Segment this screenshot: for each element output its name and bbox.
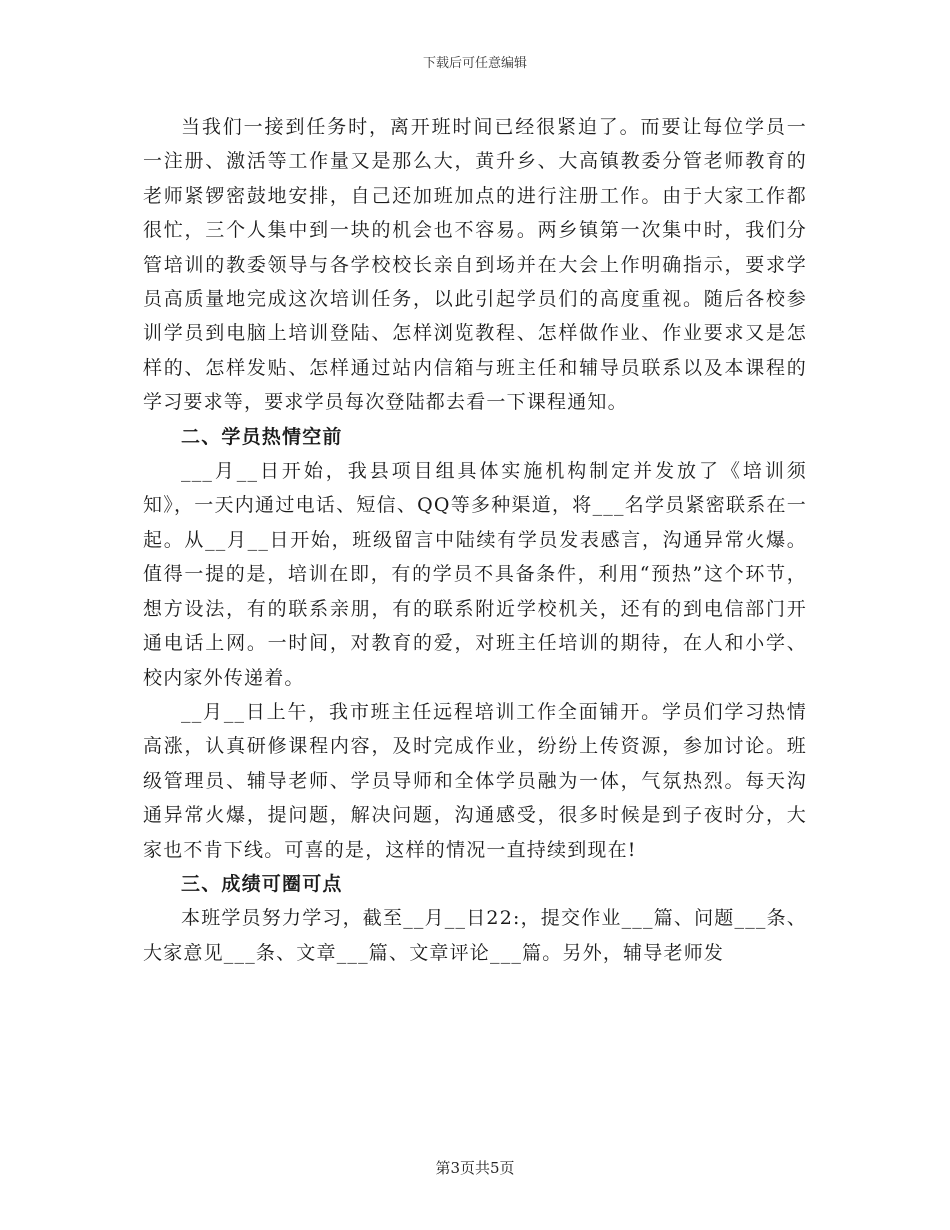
paragraph-registration: 当我们一接到任务时，离开班时间已经很紧迫了。而要让每位学员一一注册、激活等工作量又是那么大，黄升乡、大高镇教委分管老师教育的老师紧锣密鼓地安排，自己还加班加点的进行注册工作。由于大家工作都很忙，三个人集中到一块的机会也不容易。两乡镇第一次集中时，我们分管培训的教委领导与各学校校长亲自到场并在大会上作明确指示，要求学员高质量地完成这次培训任务，以此引起学员们的高度重视。随后各校参训学员到电脑上培训登陆、怎样浏览教程、怎样做作业、作业要求又是怎样的、怎样发贴、怎样通过站内信箱与班主任和辅导员联系以及本课程的学习要求等，要求学员每次登陆都去看一下课程通知。 [143,116,807,414]
paragraph-notice: ___月__日开始，我县项目组具体实施机构制定并发放了《培训须知》，一天内通过电话、短信、QQ等多种渠道，将___名学员紧密联系在一起。从__月__日开始，班级留言中陆续有学员发表感言，沟通异常火爆。值得一提的是，培训在即，有的学员不具备条件，利用“预热”这个环节，想方设法，有的联系亲朋，有的联系附近学校机关，还有的到电信部门开通电话上网。一时间，对教育的爱，对班主任培训的期待，在人和小学、校内家外传递着。 [143,460,807,689]
page-footer: 第3页共5页 [435,1159,515,1177]
page-header: 下载后可任意编辑 [422,56,527,71]
section-heading-enthusiasm: 二、学员热情空前 [181,425,343,448]
section-heading-results: 三、成绩可圈可点 [181,872,343,895]
document-body [143,110,807,970]
paragraph-statistics: 本班学员努力学习，截至__月__日22:，提交作业___篇、问题___条、大家意见___条、文章___篇、文章评论___篇。另外，辅导老师发 [143,907,807,964]
paragraph-training-launch: __月__日上午，我市班主任远程培训工作全面铺开。学员们学习热情高涨，认真研修课程内容，及时完成作业，纷纷上传资源，参加讨论。班级管理员、辅导老师、学员导师和全体学员融为一体，气氛热烈。每天沟通异常火爆，提问题，解决问题，沟通感受，很多时候是到子夜时分，大家也不肯下线。可喜的是，这样的情况一直持续到现在! [143,700,807,861]
